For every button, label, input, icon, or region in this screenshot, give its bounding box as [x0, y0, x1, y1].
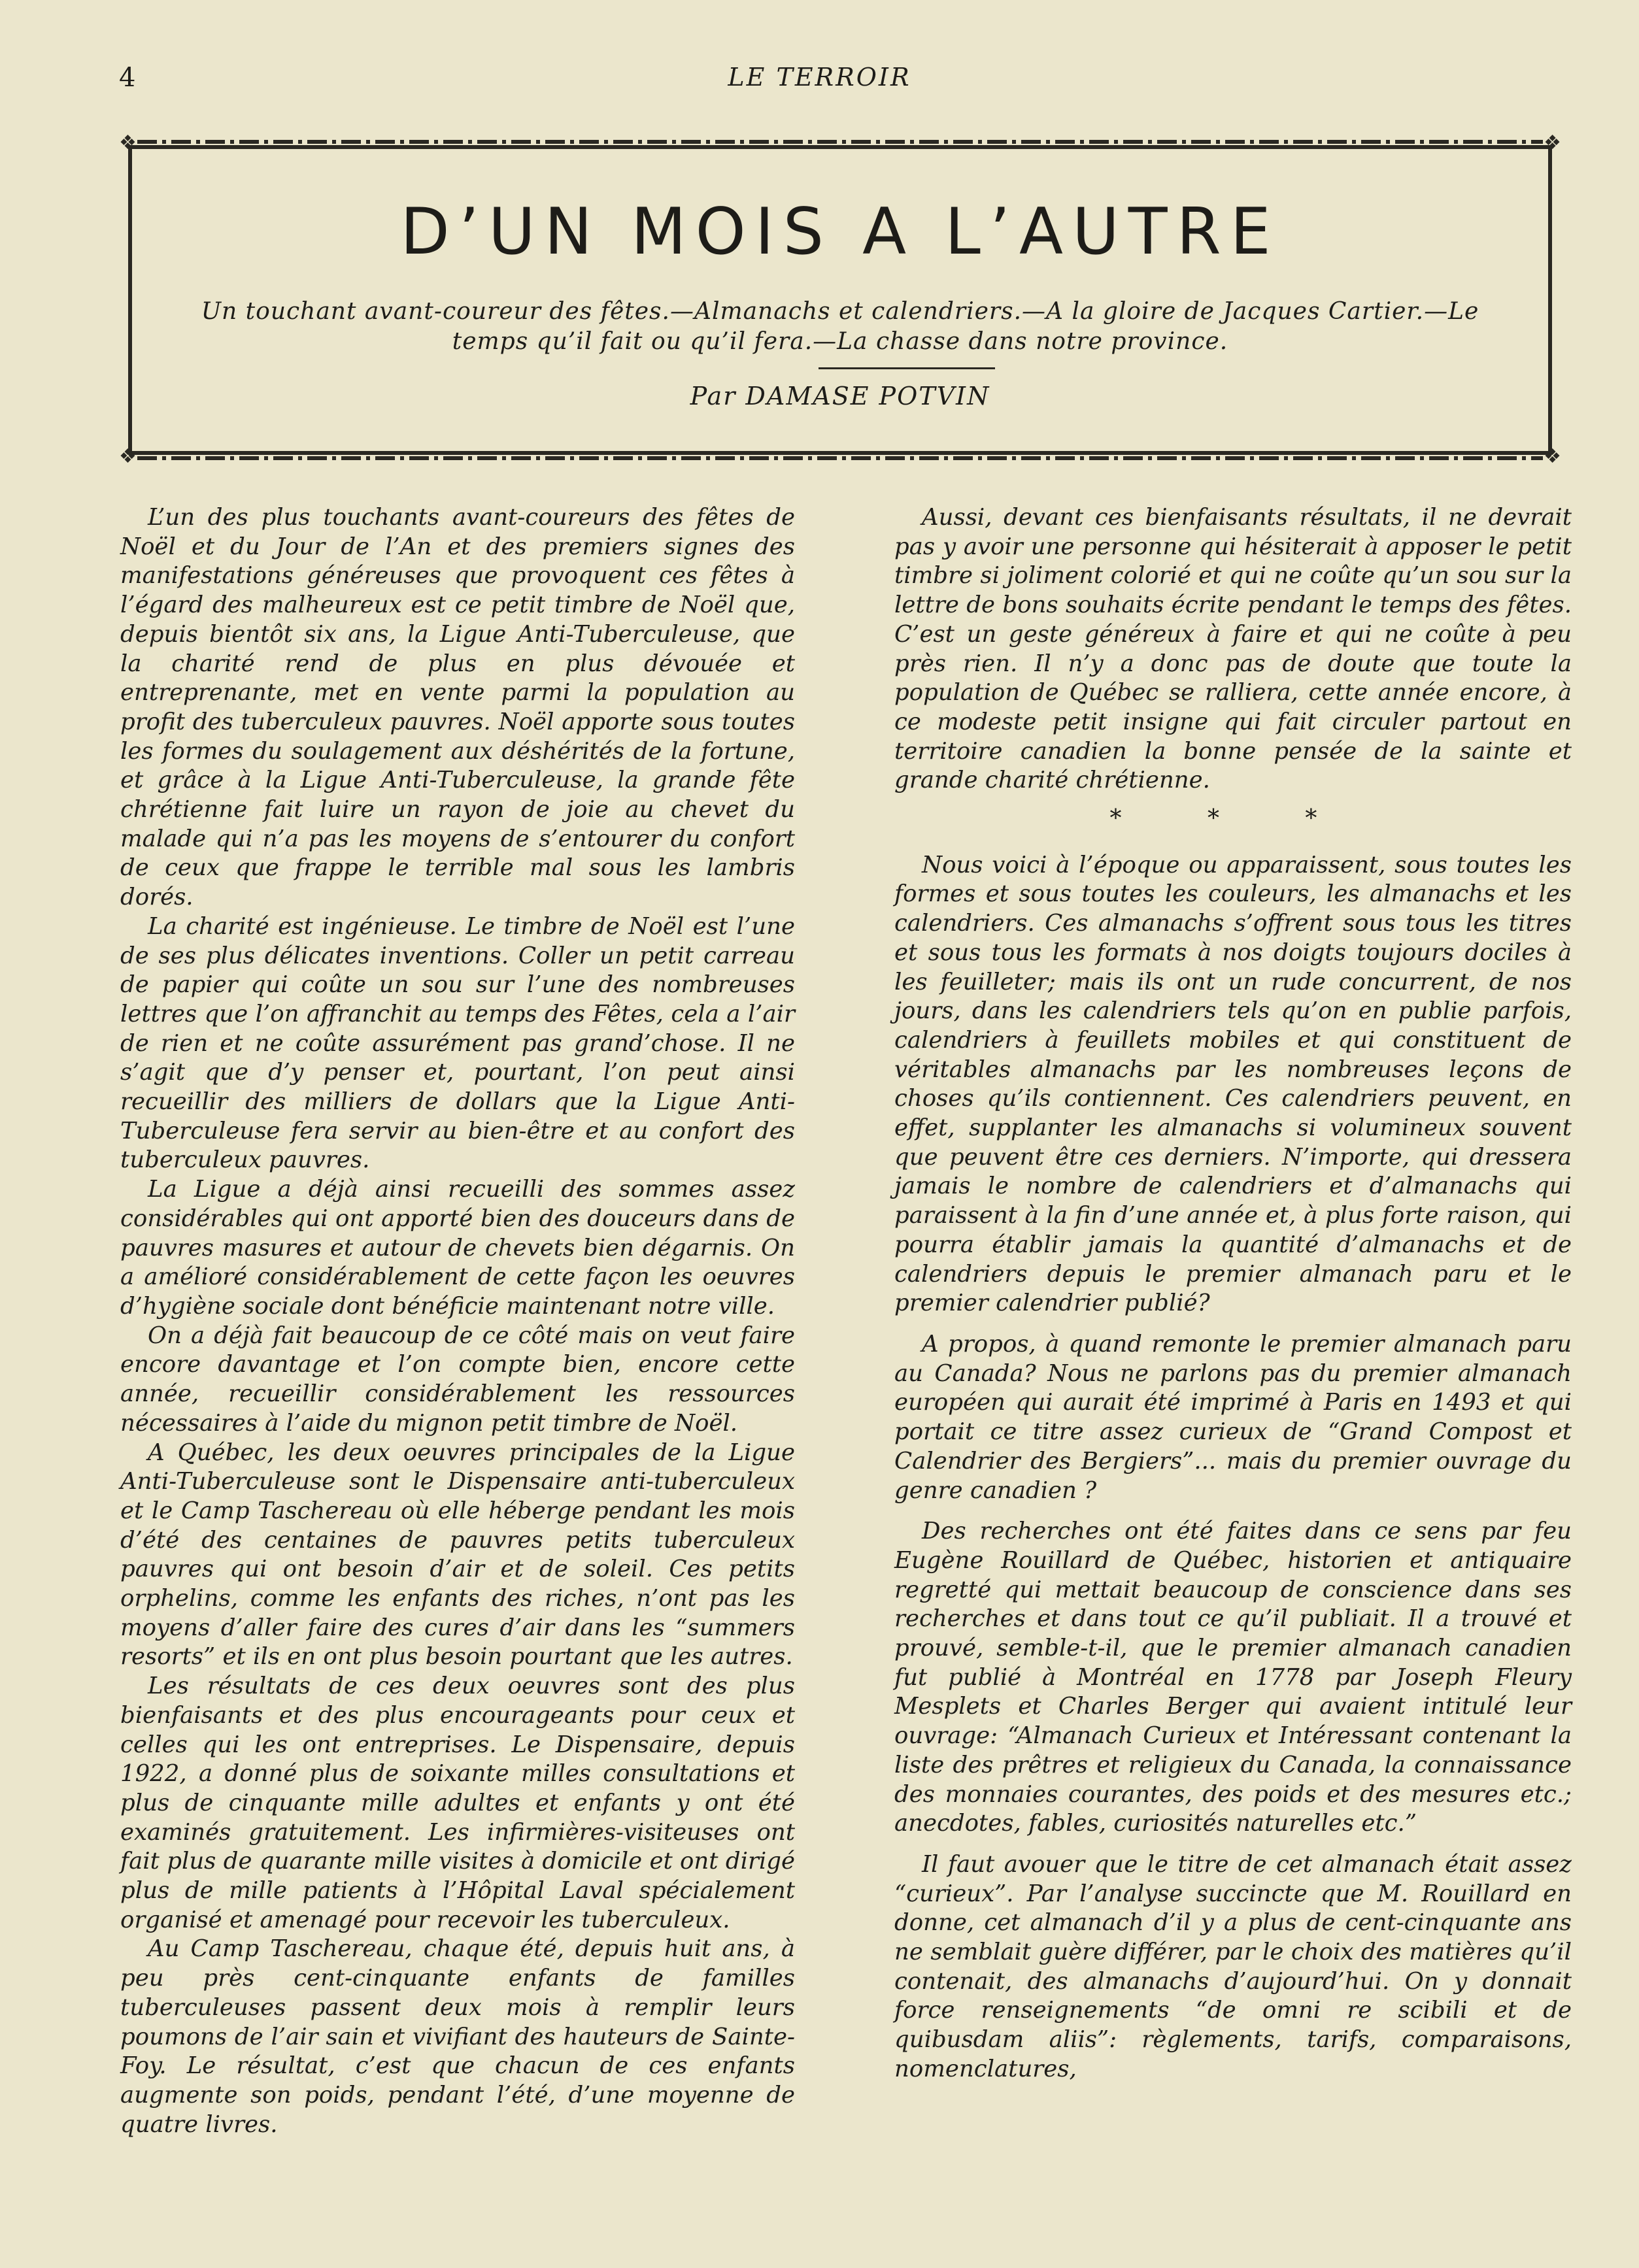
paragraph: On a déjà fait beaucoup de ce côté mais on veut faire encore davantage et l’on compte bien, encore cette année, recueillir considérablement les ressources nécessaires à l’aide du mignon petit timbre de Noël.	[120, 1322, 795, 1437]
right-column	[894, 503, 1572, 2084]
paragraph: Il faut avouer que le titre de cet almanach était assez “curieux”. Par l’analyse succincte que M. Rouillard en donne, cet almanach d’il y a plus de cent-cinquante ans ne semblait guère différer, par le choix des matières qu’il contenait, des almanachs d’aujourd’hui. On y donnait force renseignements “de omni re scibili et de quibusdam aliis”: règlements, tarifs, comparaisons, nomenclatures,	[894, 1850, 1572, 2082]
title-box	[119, 131, 1561, 468]
section-separator: * * *	[1109, 805, 1357, 833]
ornament-icon: ❖	[119, 445, 137, 468]
paragraph-gap	[894, 1839, 1572, 1850]
left-column	[120, 503, 795, 2139]
ornament-icon: ❖	[1544, 445, 1561, 468]
article-title: D’UN MOIS A L’AUTRE	[400, 195, 1280, 269]
paragraph: L’un des plus touchants avant-coureurs des fêtes de Noël et du Jour de l’An et des premiers signes des manifestations généreuses que provoquent ces fêtes à l’égard des malheureux est ce petit timbre de Noël que, depuis bientôt six ans, la Ligue Anti-Tuberculeuse, que la charité rend de plus en plus dévouée et entreprenante, met en vente parmi la population au profit des tuberculeux pauvres. Noël apporte sous toutes les formes du soulagement aux déshérités de la fortune, et grâce à la Ligue Anti-Tuberculeuse, la grande fête chrétienne fait luire un rayon de joie au chevet du malade qui n’a pas les moyens de s’entourer du confort de ceux que frappe le terrible mal sous les lambris dorés.	[120, 504, 795, 911]
running-title: LE TERROIR	[728, 63, 911, 92]
paragraph: Aussi, devant ces bienfaisants résultats, il ne devrait pas y avoir une personne qui hésiterait à apposer le petit timbre si joliment colorié et qui ne coûte qu’un sou sur la lettre de bons souhaits écrite pendant le temps des fêtes. C’est un geste généreux à faire et qui ne coûte à peu près rien. Il n’y a donc pas de doute que toute la population de Québec se ralliera, cette année encore, à ce modeste petit insigne qui fait circuler partout en territoire canadien la bonne pensée de la sainte et grande charité chrétienne.	[894, 504, 1572, 794]
paragraph: Au Camp Taschereau, chaque été, depuis huit ans, à peu près cent-cinquante enfants de familles tuberculeuses passent deux mois à remplir leurs poumons de l’air sain et vivifiant des hauteurs de Sainte-Foy. Le résultat, c’est que chacun de ces enfants augmente son poids, pendant l’été, d’une moyenne de quatre livres.	[120, 1935, 795, 2138]
paragraph: Les résultats de ces deux oeuvres sont des plus bienfaisants et des plus encourageants pour ceux et celles qui les ont entreprises. Le Dispensaire, depuis 1922, a donné plus de soixante milles consultations et plus de cinquante mille adultes et enfants y ont été examinés gratuitement. Les infirmières-visiteuses ont fait plus de quarante mille visites à domicile et ont dirigé plus de mille patients à l’Hôpital Laval spécialement organisé et amenagé pour recevoir les tuberculeux.	[120, 1673, 795, 1933]
ornament-icon: ❖	[1544, 131, 1561, 154]
paragraph: Nous voici à l’époque ou apparaissent, sous toutes les formes et sous toutes les couleurs, les almanachs et les calendriers. Ces almanachs s’offrent sous tous les titres et sous tous les formats à nos doigts toujours dociles à les feuilleter; mais ils ont un rude concurrent, de nos jours, dans les calendriers tels qu’on en publie parfois, calendriers à feuillets mobiles et qui constituent de véritables almanachs par les nombreuses leçons de choses qu’ils contiennent. Ces calendriers peuvent, en effet, supplanter les almanachs si volumineux souvent que peuvent être ces derniers. N’importe, qui dressera jamais le nombre de calendriers et d’almanachs qui paraissent à la fin d’une année et, à plus forte raison, qui pourra établir jamais la quantité d’almanachs et de calendriers depuis le premier almanach paru et le premier calendrier publié?	[894, 851, 1572, 1317]
paragraph: A propos, à quand remonte le premier almanach paru au Canada? Nous ne parlons pas du premier almanach européen qui aurait été imprimé à Paris en 1493 et qui portait ce titre assez curieux de “Grand Compost et Calendrier des Bergiers”... mais du premier ouvrage du genre canadien ?	[894, 1330, 1572, 1504]
article-subtitle: Un touchant avant-coureur des fêtes.—Almanachs et calendriers.—A la gloire de Jacques Cartier.—Le temps qu’il fait ou qu’il fera.—La chasse dans notre province.	[201, 298, 1479, 355]
article-byline: Par DAMASE POTVIN	[690, 382, 990, 410]
paragraph: La Ligue a déjà ainsi recueilli des sommes assez considérables qui ont apporté bien des douceurs dans de pauvres masures et autour de chevets bien dégarnis. On a amélioré considérablement de cette façon les oeuvres d’hygiène sociale dont bénéficie maintenant notre ville.	[120, 1176, 795, 1320]
paragraph: Des recherches ont été faites dans ce sens par feu Eugène Rouillard de Québec, historien et antiquaire regretté qui mettait beaucoup de conscience dans ses recherches et dans tout ce qu’il publiait. Il a trouvé et prouvé, semble-t-il, que le premier almanach canadien fut publié à Montréal en 1778 par Joseph Fleury Mesplets et Charles Berger qui avaient intitulé leur ouvrage: “Almanach Curieux et Intéressant contenant la liste des prêtres et religieux du Canada, la connaissance des monnaies courantes, des poids et des mesures etc.; anecdotes, fables, curiosités naturelles etc.”	[894, 1518, 1572, 1837]
paragraph: La charité est ingénieuse. Le timbre de Noël est l’une de ses plus délicates inventions. Coller un petit carreau de papier qui coûte un sou sur l’une des nombreuses lettres que l’on affranchit au temps des Fêtes, cela a l’air de rien et ne coûte assurément pas grand’chose. Il ne s’agit que d’y penser et, pourtant, l’on peut ainsi recueillir des milliers de dollars que la Ligue Anti-Tuberculeuse fera servir au bien-être et au confort des tuberculeux pauvres.	[120, 912, 795, 1174]
page-number: 4	[119, 63, 136, 93]
page-header	[0, 63, 1639, 102]
paragraph-gap	[894, 1505, 1572, 1517]
paragraph-gap	[894, 1318, 1572, 1330]
paragraph: A Québec, les deux oeuvres principales de la Ligue Anti-Tuberculeuse sont le Dispensaire anti-tuberculeux et le Camp Taschereau où elle héberge pendant les mois d’été des centaines de pauvres petits tuberculeux pauvres qui ont besoin d’air et de soleil. Ces petits orphelins, comme les enfants des riches, n’ont pas les moyens d’aller faire des cures d’air dans les “summers resorts” et ils en ont plus besoin pourtant que les autres.	[120, 1439, 795, 1671]
ornament-icon: ❖	[119, 131, 137, 154]
title-divider	[819, 367, 995, 369]
